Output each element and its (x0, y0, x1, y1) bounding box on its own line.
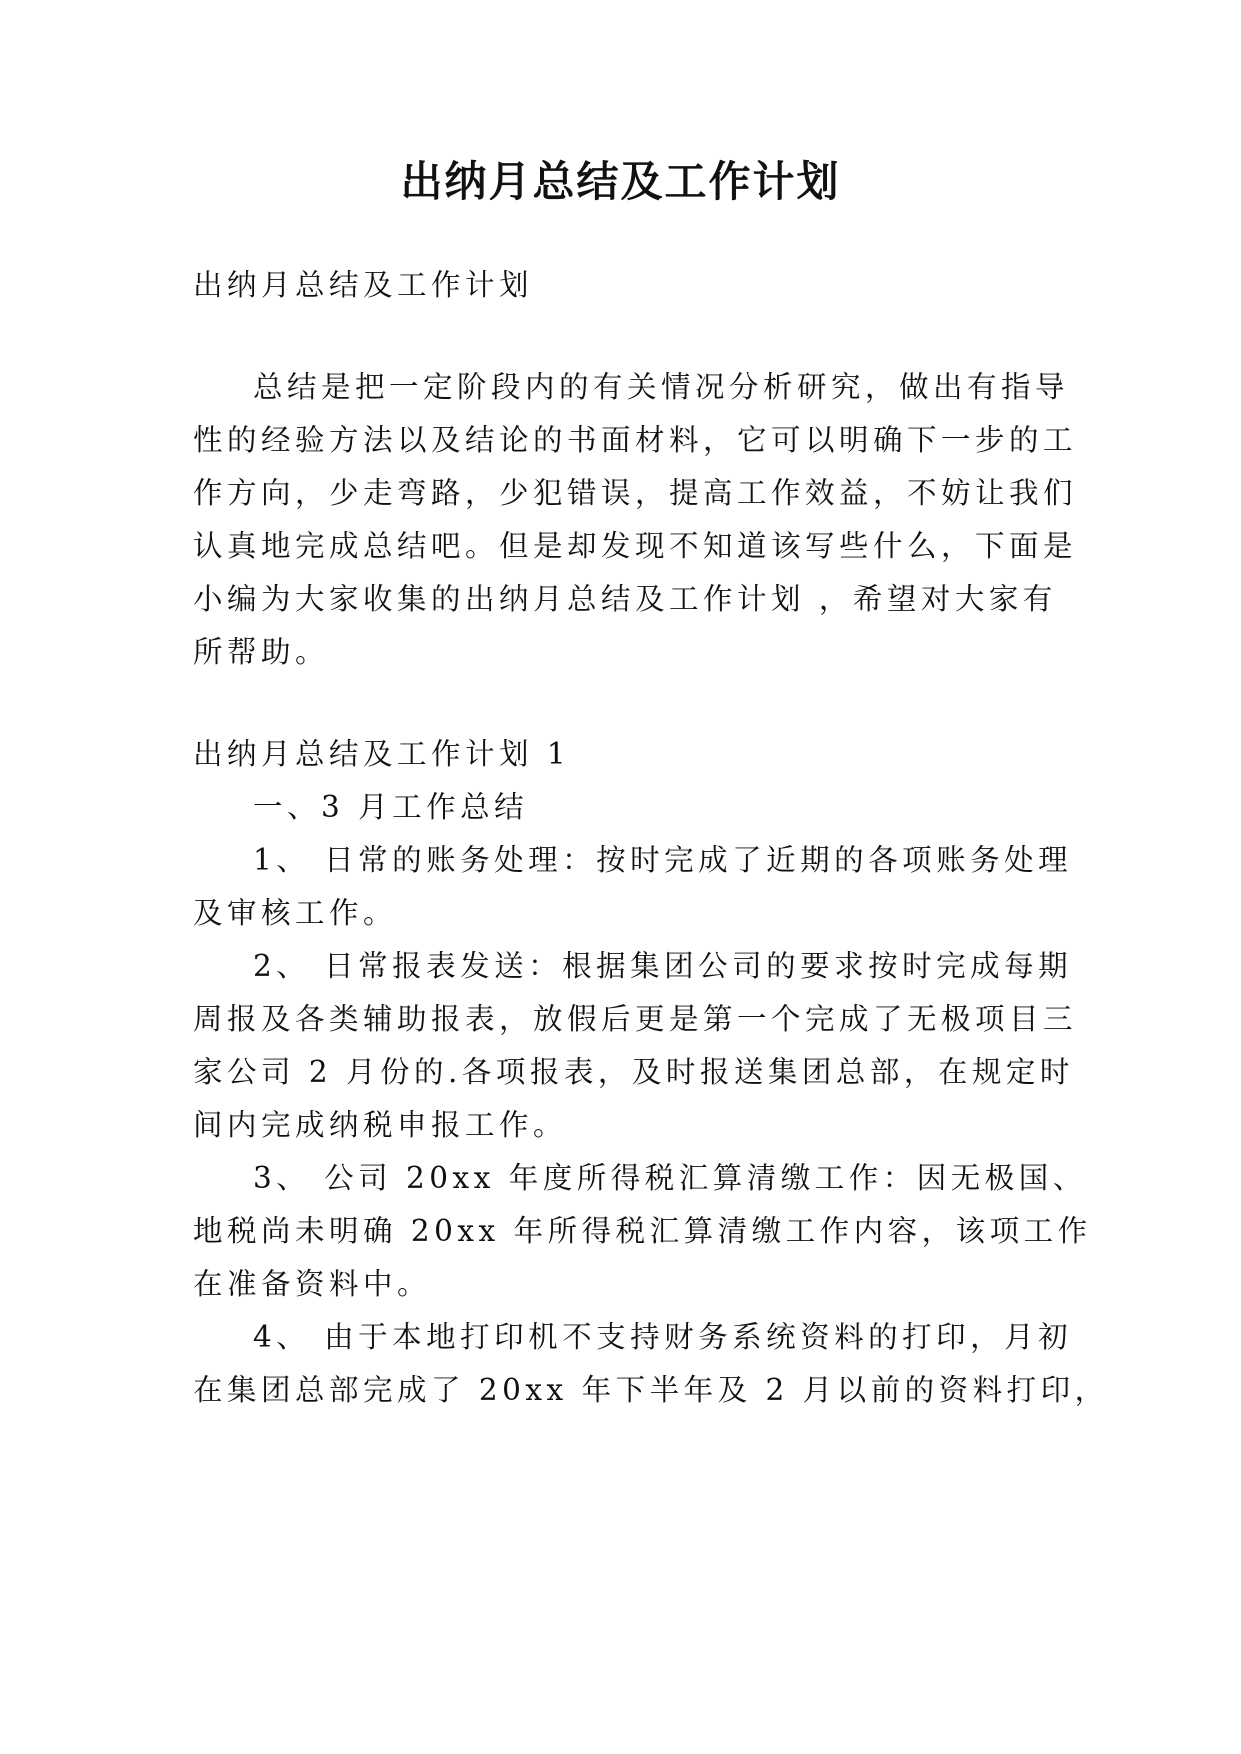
item-line: 2、 日常报表发送：根据集团公司的要求按时完成每期 (253, 949, 1073, 983)
intro-line: 小编为大家收集的出纳月总结及工作计划 ，希望对大家有 (193, 582, 1057, 616)
intro-line: 认真地完成总结吧。但是却发现不知道该写些什么，下面是 (193, 529, 1078, 563)
item-line: 及审核工作。 (193, 896, 398, 930)
document-title: 出纳月总结及工作计划 (400, 157, 841, 206)
intro-line: 性的经验方法以及结论的书面材料，它可以明确下一步的工 (193, 423, 1078, 457)
intro-line: 总结是把一定阶段内的有关情况分析研究，做出有指导 (253, 370, 1070, 404)
part-heading: 一、3 月工作总结 (253, 790, 529, 824)
item-line: 3、 公司 20xx 年度所得税汇算清缴工作：因无极国、 (253, 1161, 1087, 1195)
section-title: 出纳月总结及工作计划 1 (193, 737, 571, 771)
item-line: 周报及各类辅助报表，放假后更是第一个完成了无极项目三 (193, 1002, 1078, 1036)
intro-line: 所帮助。 (193, 635, 330, 669)
item-line: 家公司 2 月份的.各项报表，及时报送集团总部，在规定时 (193, 1055, 1074, 1089)
item-line: 在集团总部完成了 20xx 年下半年及 2 月以前的资料打印， (193, 1373, 1109, 1407)
item-line: 4、 由于本地打印机不支持财务系统资料的打印，月初 (253, 1320, 1073, 1354)
item-line: 在准备资料中。 (193, 1267, 432, 1301)
item-line: 间内完成纳税申报工作。 (193, 1108, 568, 1142)
item-line: 地税尚未明确 20xx 年所得税汇算清缴工作内容，该项工作 (193, 1214, 1092, 1248)
item-line: 1、 日常的账务处理：按时完成了近期的各项账务处理 (253, 843, 1073, 877)
document-subtitle: 出纳月总结及工作计划 (193, 268, 534, 302)
intro-line: 作方向，少走弯路，少犯错误，提高工作效益，不妨让我们 (193, 476, 1078, 510)
